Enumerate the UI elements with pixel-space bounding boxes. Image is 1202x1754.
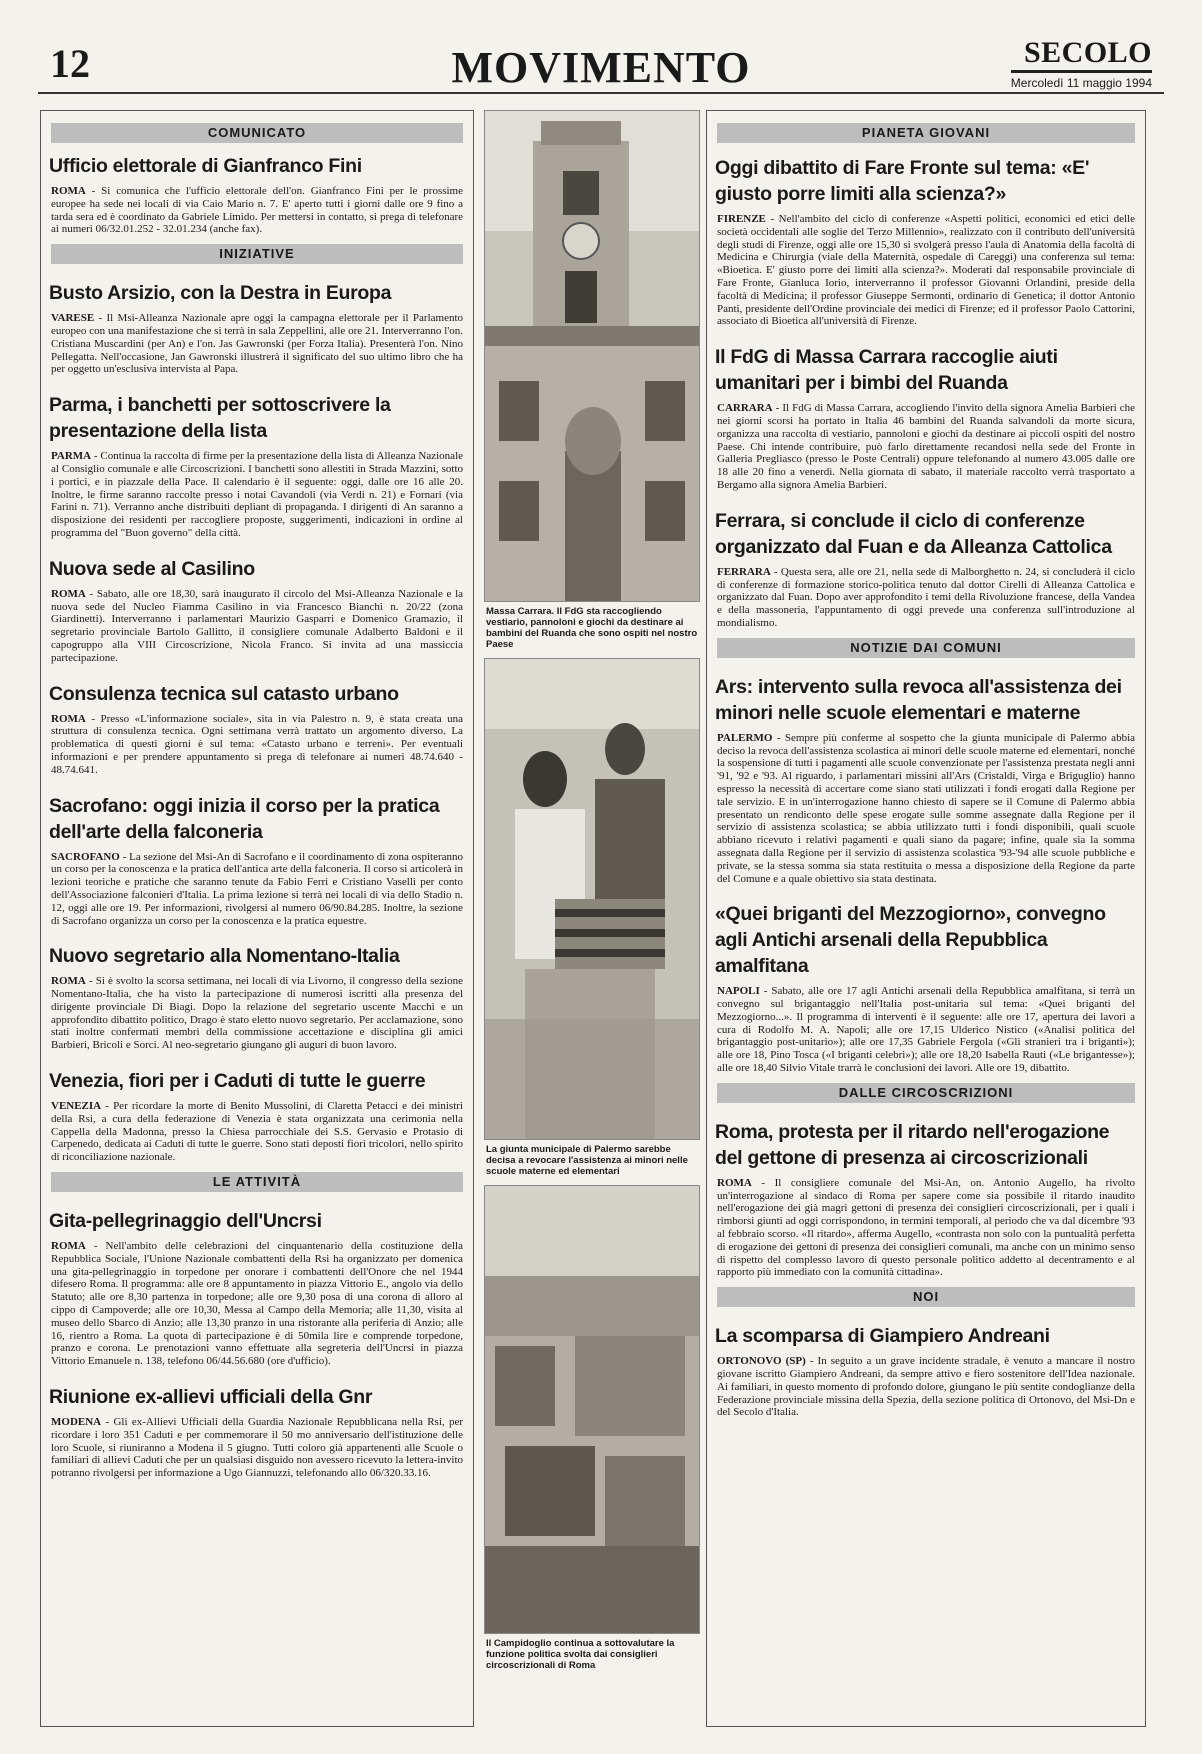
headline: Ars: intervento sulla revoca all'assistenza dei minori nelle scuole elementari e materne [715, 675, 1122, 724]
headline: Riunione ex-allievi ufficiali della Gnr [49, 1386, 373, 1409]
headline: Parma, i banchetti per sottoscrivere la presentazione della lista [49, 394, 391, 443]
dateline: ROMA [51, 587, 86, 600]
masthead-rule [38, 92, 1164, 94]
body-text: - Sabato, alle ore 17 agli Antichi arsenali della Repubblica amalfitana, si terrà un convegno sul brigantaggio nell'Italia post-unitaria sul tema: «Quei briganti del Mezzogiorno...». Il programma di interventi è il seguente: alle ore 17, apertura dei lavori a cura di Rodolfo M. A. Napoli; alle ore 17,15 Ulderico Nistico («Analisi politica del brigantaggio post-unitario»); alle ore 17,35 Gabriele Fergola («Gli stranieri tra i briganti»); alle ore 18, Pino Tosca («I briganti celebri»); alle ore 18,20 Isabella Rauti («Le brigantesse»); alle ore 18,40 Silvio Vitale trarrà le conclusioni dei lavori. Alle ore 19, dibattito. [717, 985, 1136, 1075]
body-text: - Nell'ambito del ciclo di conferenze «Aspetti politici, economici ed etici delle società occidentali alle soglie del Terzo Millennio», realizzato con il contributo dell'università degli studi di Firenze, oggi alle ore 15,30 si svolgerà presso l'aula di Anatomia della facoltà di Medicina e Chirurgia (viale della Maternità, ospedale di Careggi) una conferenza sul tema: «Bioetica. E' giusto porre dei limiti alla scienza?». Moderati dal responsabile provinciale di Fare Fronte, Gianluca Iorio, interverranno il professor Giovanni Orlandini, preside della facoltà di Medicina; il professor Giuseppe Sermonti, ordinario di Genetica; il dottor Antonio Panti, presidente dell'Ordine provinciale dei medici di Firenze; ed il professor Paolo Cattorini, associato di Bioetica all'università di Firenze. [717, 213, 1135, 328]
article-body [717, 566, 1135, 630]
article-body [717, 402, 1135, 492]
article-body [51, 450, 463, 540]
band-iniziative: INIZIATIVE [51, 244, 463, 264]
headline: Venezia, fiori per i Caduti di tutte le guerre [49, 1070, 426, 1093]
paper-logo [1011, 38, 1152, 90]
body-text: - Sabato, alle ore 18,30, sarà inaugurato il circolo del Msi-Alleanza Nazionale e la nuova sede del Nucleo Fiamma Casilino in via Francesco Bianchi n. 20/22 (zona Giardinetti). Interverranno i parlamentari Maurizio Gasparri e Domenico Gramazio, il segretario provinciale Bartolo Gallitto, il consigliere comunale Adalberto Baldoni e il capogruppo alla VIII Circoscrizione, Nicola Franco. Si invita ad una massiccia partecipazione. [51, 587, 464, 664]
dateline: FERRARA [717, 565, 771, 578]
article-body [51, 312, 463, 376]
article-body [717, 1177, 1135, 1279]
article-body [51, 588, 463, 665]
body-text: - Nell'ambito delle celebrazioni del cinquantenario della costituzione della Repubblica Sociale, l'Unione Nazionale combattenti della Rsi ha organizzato per domenica una gita-pellegrinaggio in torpedone per onorare i combattenti dell'Onore che nel 1944 difesero Roma. Il programma: alle ore 8 appuntamento in piazza Vittorio E., angolo via dello Statuto; alle ore 8,30 partenza in torpedone; alle ore 9,30 posa di una corona di alloro al cippo di Campoverde; alle ore 10,30, Messa al Campo della Memoria; alle 11,30, visita al museo dello Sbarco di Anzio; alle 13,30 pranzo in una ristorante alla periferia di Anzio; alle 16, rientro a Roma. La quota di partecipazione è di 50mila lire e comprende torpedone, pranzo e corona. Le prenotazioni vanno effettuate alla segreteria dell'Uncrsi in piazza Vittorio Emanuele n. 138, telefono 06/44.56.680 (ore d'ufficio). [51, 1240, 463, 1368]
headline: Ferrara, si conclude il ciclo di conferenze organizzato dal Fuan e da Alleanza Cattolica [715, 509, 1112, 558]
band-noi: NOI [717, 1287, 1135, 1307]
photo-caption: Il Campidoglio continua a sottovalutare la funzione politica svolta dai consiglieri circoscrizionali di Roma [486, 1638, 675, 1671]
headline: Nuova sede al Casilino [49, 557, 255, 580]
headline: Oggi dibattito di Fare Fronte sul tema: «E' giusto porre limiti alla scienza?» [715, 157, 1090, 205]
headline: Busto Arsizio, con la Destra in Europa [49, 282, 392, 305]
article-body [717, 1355, 1135, 1419]
dateline: ROMA [51, 185, 86, 197]
photo-caption: Massa Carrara. Il FdG sta raccogliendo vestiario, pannoloni e giochi da destinare ai bambini del Ruanda che sono ospiti nel nostro Paese [486, 606, 698, 650]
article-body [717, 732, 1135, 886]
photo-aerial-rome [484, 1185, 700, 1634]
dateline: FIRENZE [717, 213, 766, 225]
headline: Ufficio elettorale di Gianfranco Fini [49, 155, 362, 177]
article-body [717, 985, 1135, 1075]
band-attivita: LE ATTIVITÀ [51, 1172, 463, 1192]
headline: Consulenza tecnica sul catasto urbano [49, 682, 399, 705]
page-number: 12 [50, 41, 90, 86]
body-text: - Gli ex-Allievi Ufficiali della Guardia Nazionale Repubblicana nella Rsi, per ricordare i loro 351 Caduti e per commemorare il 50 mo anniversario dell'istituzione delle loro Scuole, si riuniranno a Modena il 5 giugno. Tutti coloro già appartenenti alle Scuole o familiari di allievi Caduti che per un qualsiasi disguido non avessero ricevuto la lettera-invito potranno rivolgersi per informazione a Ugo Giannuzzi, telefonando allo 06/320.33.16. [51, 1416, 464, 1480]
dateline: SACROFANO [51, 850, 120, 863]
photo-campidoglio-tower [484, 110, 700, 602]
dateline: CARRARA [717, 402, 773, 415]
headline: Sacrofano: oggi inizia il corso per la pratica dell'arte della falconeria [49, 794, 440, 843]
section-title: MOVIMENTO [451, 43, 751, 92]
band-notizie-comuni: NOTIZIE DAI COMUNI [717, 638, 1135, 658]
dateline: ROMA [51, 712, 86, 725]
body-text: - Si è svolto la scorsa settimana, nei locali di via Livorno, il congresso della sezione Nomentano-Italia, che ha visto la partecipazione di numerosi iscritti alla presenza del dirigente provinciale Di Biagi. Dopo la relazione del segretario uscente Macchi e un approfondito dibattito politico, Drago è stato eletto nuovo segretario. Per acclamazione, sono stati inoltre confermati membri della commissione accettazione e disciplina gli amici Barbieri, Bricoli e Sorci. Al neo-segretario giungano gli auguri di buon lavoro. [51, 975, 463, 1052]
band-pianeta-giovani: PIANETA GIOVANI [717, 123, 1135, 143]
body-text: - Per ricordare la morte di Benito Mussolini, di Claretta Petacci e dei ministri della Rsi, a cura della federazione di Venezia è stata organizzata una cerimonia nella Cappella della Madonna, presso la Chiesa parrocchiale dei S.S. Gervasio e Protasio di Carpenedo, dedicata ai Caduti di tutte le guerre. Sono stati deposti fiori tricolori, nello spirito di riconciliazione nazionale. [51, 1100, 463, 1164]
article-body [51, 1416, 463, 1480]
dateline: MODENA [51, 1416, 102, 1429]
band-comunicato: COMUNICATO [51, 123, 463, 143]
body-text: - Il FdG di Massa Carrara, accogliendo l'invito della signora Amelia Barbieri che nei giorni scorsi ha portato in Italia 46 bambini del Ruanda salvandoli da morte sicura, organizza una raccolta di vestiario, pannoloni e giochi da destinare ai piccoli ospiti del nostro Paese. Chi intende contribuire, può farlo direttamente recandosi nella sede del Fronte in Galleria Pregliasco (presso le Poste Centrali) oppure telefonando al numero 43.005 dalle ore 18 alle 20 fino a venerdì. Nella giornata di sabato, il materiale raccolto verrà trasportato a Bergamo alla signora Amelia Barbieri. [717, 402, 1135, 491]
article-body [51, 1100, 463, 1164]
dateline: VARESE [51, 312, 95, 325]
issue-date: Mercoledì 11 maggio 1994 [1010, 76, 1152, 90]
body-text: - Presso «L'informazione sociale», sita in via Palestro n. 9, è stata creata una struttura di consulenza tecnica. Ogni settimana verrà trattato un argomento diverso. La problematica di questi giorni è sul tema: «Catasto urbano e terreni». Per eventuali informazioni e per prendere appuntamento si prega di telefonare ai numeri 48.74.640 - 48.74.641. [51, 712, 463, 776]
dateline: NAPOLI [717, 985, 760, 998]
body-text: - Sempre più conferme al sospetto che la giunta municipale di Palermo abbia deciso la revoca dell'assistenza scolastica ai minori delle scuole materne ed elementari, nonché la sospensione di tutti i pagamenti alle scuole convenzionate per l'assistenza prestata negli anni '91, '92 e '93. Al riguardo, i parlamentari missini all'Ars (Cristaldi, Virga e Briguglio) hanno espresso la necessità di accertare come siano stati utilizzati i fondi erogati dalla Regione per tale servizio. E in un'interrogazione hanno chiesto di sapere se il Comune di Palermo abbia presentato un rendiconto delle spese erogate sulle somme assegnate dalla Regione per il servizio di assistenza scolastica; se abbia utilizzato tutti i fondi disponibili, quali scuole abbiano ricevuto i relativi pagamenti e quali siano da pagare; infine, quale sia la somma assegnata dalla Regione per il servizio di assistenza scolastica '93-'94 alle scuole pubbliche e private, se la stessa somma sia stata restituita o messa a disposizione della Regione da parte del Comune e a quale obiettivo sia stata destinata. [717, 731, 1136, 885]
dateline: ORTONOVO (SP) [717, 1355, 806, 1368]
right-column [706, 110, 1146, 1727]
body-text: - In seguito a un grave incidente stradale, è venuto a mancare il nostro giovane iscritto Giampiero Andreani, da sempre attivo e fiero sostenitore dell'Idea nazionale. Ai familiari, in questo momento di profondo dolore, giungano le più sentite condoglianze della Federazione provinciale missina della Spezia, della sezione politica di Ortonovo, del Msi-Dn e del Secolo d'Italia. [717, 1355, 1136, 1419]
photo-column [484, 110, 700, 1727]
dateline: ROMA [51, 1240, 86, 1253]
article-body [51, 1240, 463, 1368]
body-text: - Il Msi-Alleanza Nazionale apre oggi la campagna elettorale per il Parlamento europeo con una manifestazione che si terrà in sala Zeppellini, alle ore 21. Interverranno l'on. Cristiana Muscardini (per An) e l'on. Jas Gawronski (per Forza Italia). Presenterà l'on. Nino Pellegatta. Nell'occasione, Jan Gawronski illustrerà il significato del suo ultimo libro che ha per oggetto un'esclusiva intervista al Papa. [51, 312, 464, 376]
band-circoscrizioni: DALLE CIRCOSCRIZIONI [717, 1083, 1135, 1103]
headline: Nuovo segretario alla Nomentano-Italia [49, 945, 400, 968]
body-text: - Si comunica che l'ufficio elettorale dell'on. Gianfranco Fini per le prossime europee ha sede nei locali di via Caio Mario n. 7. E' aperto tutti i giorni dalle ore 9 fino a tarda sera ed è coordinato da Gabriele Limido. Per mettersi in contatto, si prega di telefonare ai numeri 06/32.01.252 - 32.01.234 (anche fax). [51, 185, 463, 236]
dateline: VENEZIA [51, 1100, 102, 1113]
headline: «Quei briganti del Mezzogiorno», convegno agli Antichi arsenali della Repubblica amalfitana [715, 903, 1106, 978]
paper-name: SECOLO [1011, 38, 1152, 73]
dateline: ROMA [51, 975, 86, 988]
article-body [51, 713, 463, 777]
dateline: ROMA [717, 1176, 752, 1189]
body-text: - Il consigliere comunale del Msi-An, on. Antonio Augello, ha rivolto un'interrogazione al sindaco di Roma per sapere come sia possibile il ritardo inaudito nell'erogazione dei già magri gettoni di presenza dei consiglieri circoscrizionali, per i quali i rimborsi giunti ad oggi corrispondono, in termini temporali, al periodo che va dal dicembre '93 al febbraio scorso. «Il ritardo», afferma Augello, «contrasta non solo con la puntualità perfetta di erogazione dei gettoni di presenza dei consiglieri comunali, ma anche con un minimo senso di rispetto del complesso lavoro di questo personale politico addetto al decentramento e al rapporto più immediato con la comunità cittadina». [717, 1176, 1136, 1279]
article-body [717, 213, 1135, 328]
masthead [40, 32, 1162, 94]
photo-caption: La giunta municipale di Palermo sarebbe decisa a revocare l'assistenza ai minori nelle scuole materne ed elementari [486, 1144, 688, 1177]
headline: Roma, protesta per il ritardo nell'erogazione del gettone di presenza ai circoscrizionali [715, 1120, 1110, 1169]
dateline: PARMA [51, 450, 92, 463]
headline: La scomparsa di Giampiero Andreani [715, 1325, 1050, 1348]
article-body [51, 975, 463, 1052]
left-column [40, 110, 474, 1727]
headline: Gita-pellegrinaggio dell'Uncrsi [49, 1210, 322, 1233]
body-text: - Questa sera, alle ore 21, nella sede di Malborghetto n. 24, si concluderà il ciclo di conferenze di formazione storico-politica tenuto dal dottor Cirelli di Alleanza Cattolica e organizzato dal Fuan. Dopo aver approfondito i temi della Rivoluzione francese, della Vandea e della massoneria, l'appuntamento di oggi prevede una conferenza sull'introduzione al mondialismo. [717, 565, 1135, 629]
body-text: - Continua la raccolta di firme per la presentazione della lista di Alleanza Nazionale al Consiglio comunale e alle Circoscrizioni. I banchetti sono allestiti in Strada Mazzini, sotto i portici, e in piazzale della Pace. Il calendario è il seguente: oggi, dalle ore 16 alle 20. Inoltre, le firme saranno raccolte presso i notai Cavandoli (via Verdi n. 21) e Fornari (via Farini n. 71). Verranno anche distribuiti depliant di propaganda. I dirigenti di An saranno a disposizione dei residenti per raccogliere proposte, suggerimenti, indicazioni in ordine al programma del "Buon governo" della città. [51, 450, 464, 539]
headline: Il FdG di Massa Carrara raccoglie aiuti umanitari per i bimbi del Ruanda [715, 346, 1058, 395]
body-text: - La sezione del Msi-An di Sacrofano e il coordinamento di zona ospiteranno un corso per la conoscenza e la pratica dell'antica arte della falconeria. Il corso si articolerà in lezioni teoriche e pratiche che saranno tenute da Fabio Ferri e Cristiano Vaselli per conto dell'Associazione falconieri d'Italia. La prima lezione si terrà nei locali di via dello Stadio n. 12, oggi alle ore 19. Per informazioni, rivolgersi al numero 06/90.84.285. Inoltre, la sezione di Sacrofano organizza un corso per la conoscenza e la pratica equestre. [51, 850, 463, 927]
article-body [51, 185, 463, 236]
article-body [51, 851, 463, 928]
photo-children [484, 658, 700, 1140]
dateline: PALERMO [717, 731, 773, 744]
